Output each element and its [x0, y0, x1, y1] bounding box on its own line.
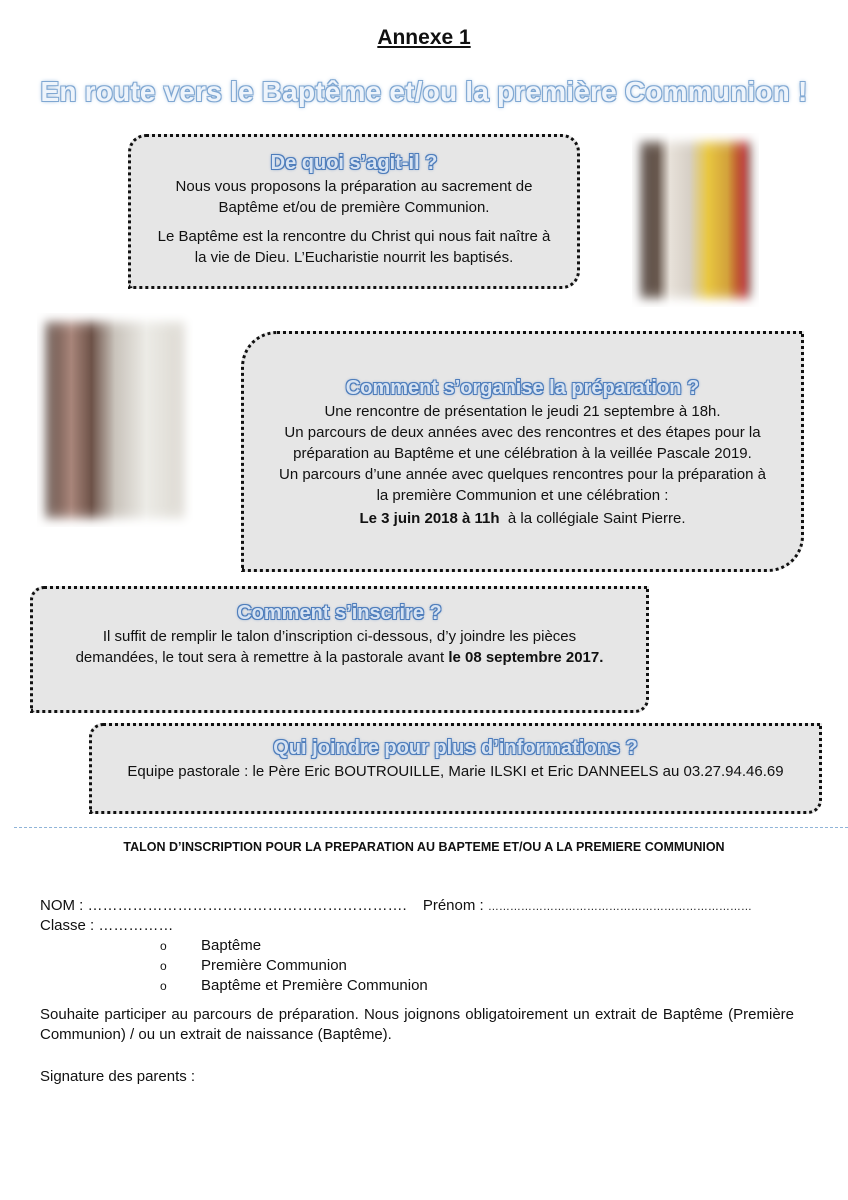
- participation-paragraph: Souhaite participer au parcours de préparation. Nous joignons obligatoirement un extrait de Baptême (Première Communion) / ou un extrait de naissance (Baptême).: [40, 1006, 794, 1043]
- box-what-is-it: [128, 134, 580, 289]
- option-premiere-communion[interactable]: [160, 956, 347, 976]
- box-organisation-line: Un parcours d’une année avec quelques rencontres pour la préparation à: [279, 466, 766, 483]
- main-title: En route vers le Baptême et/ou la première Communion !: [40, 76, 808, 107]
- signature-label: Signature des parents :: [40, 1068, 196, 1085]
- box-organisation-heading: Comment s’organise la préparation ?: [345, 377, 700, 399]
- option-bapteme-et-communion[interactable]: [160, 976, 428, 996]
- celebration-date: Le 3 juin 2018 à 11h: [359, 510, 500, 527]
- annex-title: Annexe 1: [377, 26, 471, 49]
- celebration-place: à la collégiale Saint Pierre.: [507, 510, 686, 527]
- box-organisation: [241, 331, 804, 572]
- nom-field[interactable]: NOM : ……………………………………………………….: [40, 897, 407, 914]
- box-registration-heading: Comment s’inscrire ?: [237, 602, 442, 624]
- option-label: Baptême: [201, 937, 262, 954]
- baptism-photo: [632, 133, 759, 307]
- option-circle-icon[interactable]: o: [160, 959, 167, 973]
- box-registration: [30, 586, 649, 713]
- box-contact-line: Equipe pastorale : le Père Eric BOUTROUILLE, Marie ILSKI et Eric DANNEELS au 03.27.94.46.69: [127, 763, 784, 780]
- box-what-is-it-line: Baptême et/ou de première Communion.: [218, 199, 490, 216]
- prenom-field[interactable]: ………………………………………………………………: [487, 901, 752, 913]
- box-what-is-it-line: Nous vous proposons la préparation au sacrement de: [175, 178, 533, 195]
- option-label: Baptême et Première Communion: [201, 977, 428, 994]
- classe-field[interactable]: Classe : ……………: [40, 917, 174, 934]
- option-label: Première Communion: [201, 957, 347, 974]
- communion-photo: [37, 313, 193, 527]
- prenom-label: Prénom :: [422, 897, 484, 914]
- box-contact: [89, 723, 822, 814]
- box-registration-line: Il suffit de remplir le talon d’inscription ci-dessous, d’y joindre les pièces: [102, 628, 577, 645]
- box-organisation-line: préparation au Baptême et une célébration à la veillée Pascale 2019.: [293, 445, 752, 462]
- box-registration-line: demandées, le tout sera à remettre à la pastorale avant: [75, 649, 445, 666]
- box-contact-heading: Qui joindre pour plus d’informations ?: [273, 737, 638, 759]
- box-organisation-line: la première Communion et une célébration :: [376, 487, 669, 504]
- box-what-is-it-line: la vie de Dieu. L’Eucharistie nourrit les baptisés.: [194, 249, 514, 266]
- box-organisation-line: Une rencontre de présentation le jeudi 21 septembre à 18h.: [324, 403, 721, 420]
- talon-title: TALON D’INSCRIPTION POUR LA PREPARATION AU BAPTEME ET/OU A LA PREMIERE COMMUNION: [123, 840, 725, 854]
- box-what-is-it-line: Le Baptême est la rencontre du Christ qui nous fait naître à: [157, 228, 551, 245]
- name-row: [40, 896, 800, 917]
- cut-line-divider: [14, 827, 848, 828]
- box-organisation-line: Un parcours de deux années avec des rencontres et des étapes pour la: [284, 424, 761, 441]
- option-circle-icon[interactable]: o: [160, 939, 167, 953]
- registration-deadline: le 08 septembre 2017.: [448, 649, 604, 666]
- box-what-is-it-heading: De quoi s’agit-il ?: [270, 152, 438, 174]
- option-circle-icon[interactable]: o: [160, 979, 167, 993]
- option-bapteme[interactable]: [160, 936, 261, 956]
